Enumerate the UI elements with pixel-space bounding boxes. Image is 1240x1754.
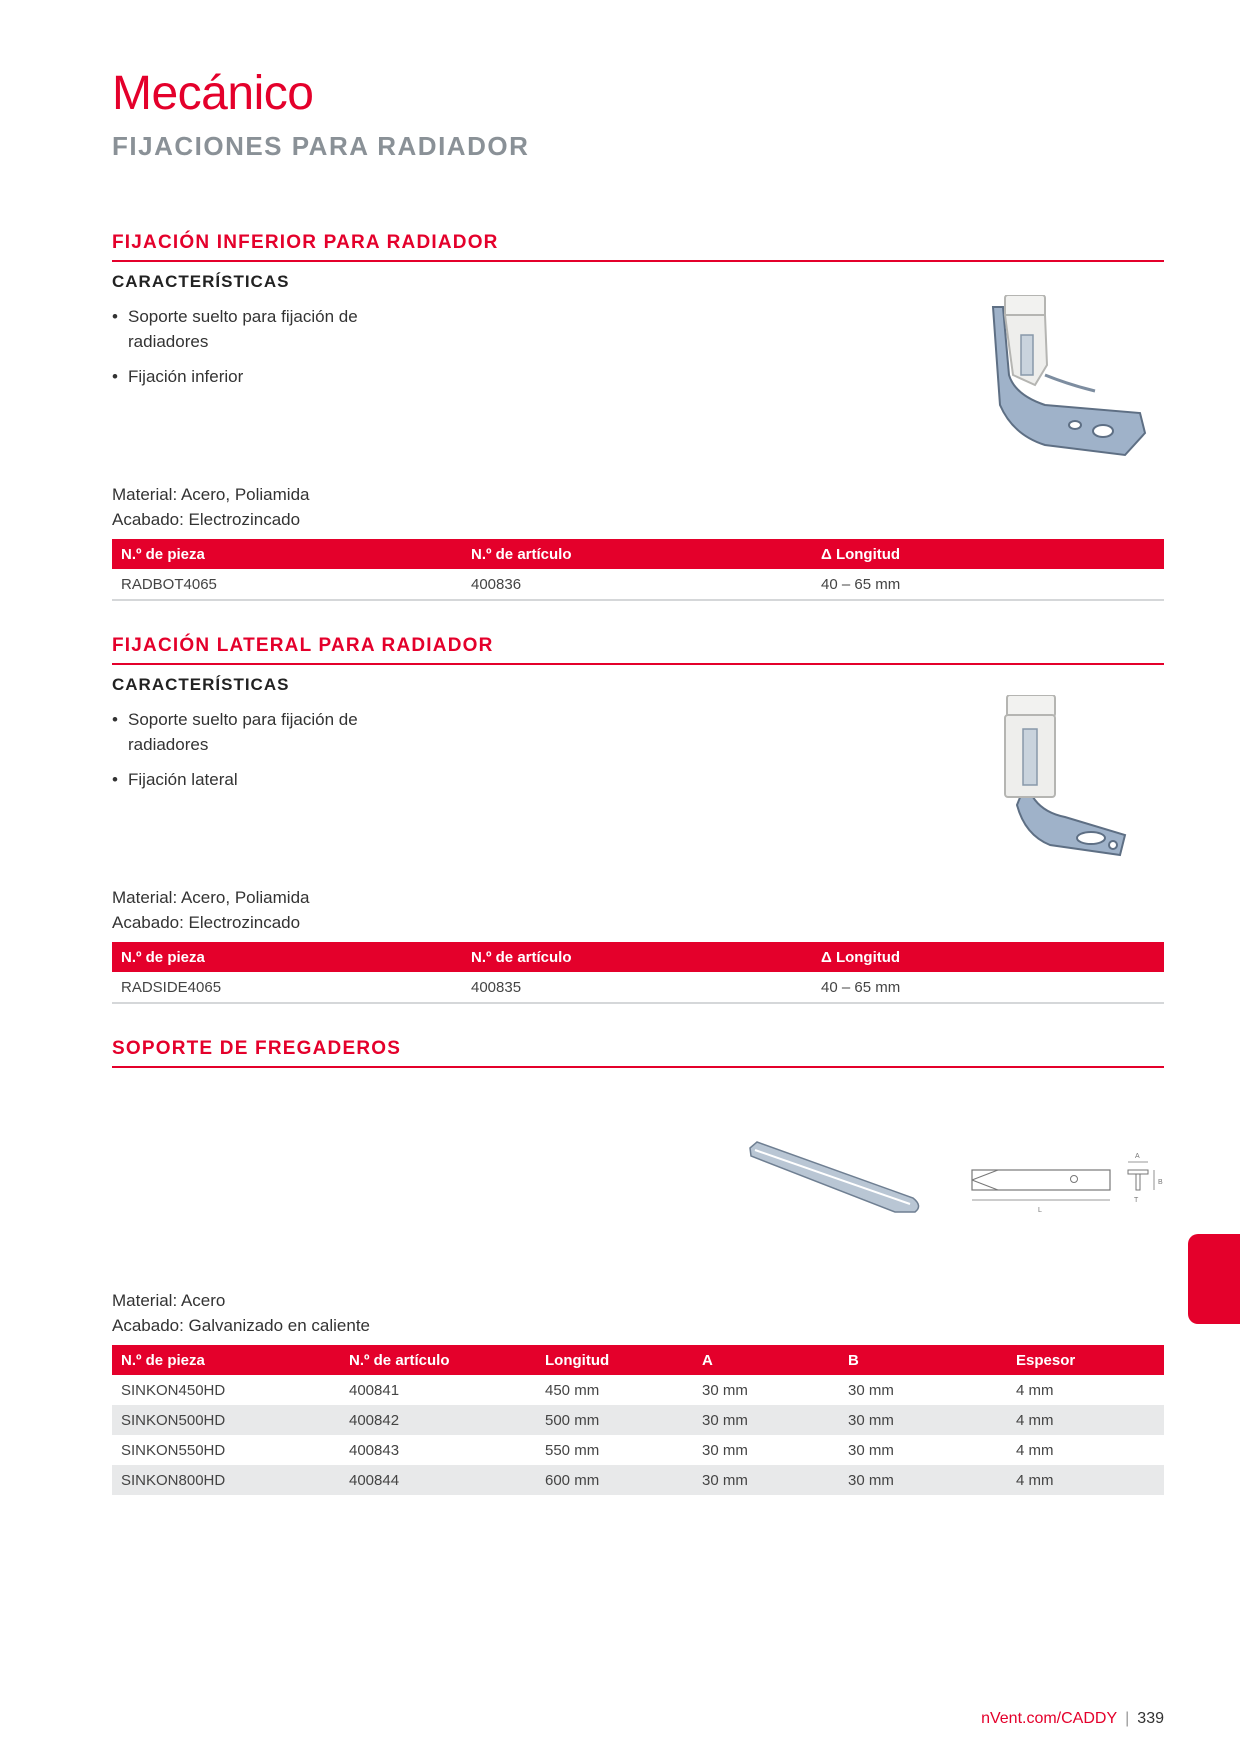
table-row xyxy=(112,1375,1164,1405)
cell-thickness: 4 mm xyxy=(1016,1441,1054,1459)
column-header: Espesor xyxy=(1007,1345,1164,1375)
cell-thickness: 4 mm xyxy=(1007,1465,1164,1495)
feature-item: • Soporte suelto para fijación de radiadores xyxy=(112,710,358,754)
dimension-label-l: L xyxy=(1038,1207,1042,1214)
cell-thickness: 4 mm xyxy=(1007,1405,1164,1435)
cell-b: 30 mm xyxy=(848,1441,894,1459)
sink-support-dimension-drawing xyxy=(968,1148,1168,1218)
material-text: Material: Acero, Poliamida xyxy=(112,485,310,504)
page-title: Mecánico xyxy=(112,67,314,120)
finish-text: Acabado: Electrozincado xyxy=(112,510,301,529)
cell-article-number: 400835 xyxy=(462,972,812,1003)
column-header: N.º de pieza xyxy=(112,1345,340,1375)
bottom-fixing-product-image xyxy=(975,295,1155,465)
cell-part-number: SINKON450HD xyxy=(121,1381,226,1399)
cell-thickness: 4 mm xyxy=(1016,1381,1054,1399)
cell-length: 40 – 65 mm xyxy=(812,569,1164,600)
table-row xyxy=(112,569,1164,600)
cell-a: 30 mm xyxy=(702,1381,748,1399)
cell-part-number: RADSIDE4065 xyxy=(112,972,462,1003)
page-subtitle: FIJACIONES PARA RADIADOR xyxy=(112,131,530,161)
material-info xyxy=(112,482,309,532)
page-number: 339 xyxy=(1137,1710,1164,1727)
cell-part-number: SINKON800HD xyxy=(112,1465,340,1495)
material-info xyxy=(112,1288,370,1338)
cell-b: 30 mm xyxy=(839,1465,1007,1495)
table-row xyxy=(112,972,1164,1003)
section-title: FIJACIÓN INFERIOR PARA RADIADOR xyxy=(112,232,1164,262)
cell-a: 30 mm xyxy=(693,1405,839,1435)
dimension-label-t: T xyxy=(1134,1197,1139,1204)
features-heading: CARACTERÍSTICAS xyxy=(112,272,290,291)
table-row xyxy=(112,1465,1164,1495)
cell-length: 600 mm xyxy=(536,1465,693,1495)
table-row xyxy=(112,1435,1164,1465)
cell-a: 30 mm xyxy=(702,1441,748,1459)
material-text: Material: Acero, Poliamida xyxy=(112,888,310,907)
column-header: A xyxy=(693,1345,839,1375)
finish-text: Acabado: Galvanizado en caliente xyxy=(112,1316,371,1335)
column-header: Longitud xyxy=(536,1345,693,1375)
feature-item: • Fijación inferior xyxy=(112,367,244,386)
side-fixing-product-image xyxy=(995,695,1135,865)
cell-b: 30 mm xyxy=(848,1381,894,1399)
column-header: N.º de artículo xyxy=(340,1345,536,1375)
spec-table xyxy=(112,942,1164,1004)
feature-item: • Fijación lateral xyxy=(112,770,238,789)
sink-support-product-image xyxy=(745,1140,925,1220)
section-title: FIJACIÓN LATERAL PARA RADIADOR xyxy=(112,635,1164,665)
column-header: N.º de artículo xyxy=(462,942,812,972)
cell-article-number: 400841 xyxy=(349,1381,400,1399)
features-heading: CARACTERÍSTICAS xyxy=(112,675,290,694)
spec-table xyxy=(112,1345,1164,1495)
table-header-row xyxy=(112,942,1164,972)
footer-website: nVent.com/CADDY xyxy=(981,1710,1118,1727)
table-header-row xyxy=(112,539,1164,569)
page-footer: nVent.com/CADDY | 339 xyxy=(981,1710,1164,1727)
column-header: Δ Longitud xyxy=(812,539,1164,569)
column-header: N.º de pieza xyxy=(112,942,462,972)
table-header-row xyxy=(112,1345,1164,1375)
column-header: B xyxy=(839,1345,1007,1375)
cell-length: 40 – 65 mm xyxy=(812,972,1164,1003)
table-row xyxy=(112,1405,1164,1435)
column-header: N.º de pieza xyxy=(112,539,462,569)
column-header: Δ Longitud xyxy=(812,942,1164,972)
dimension-label-a: A xyxy=(1135,1153,1140,1160)
column-header: N.º de artículo xyxy=(462,539,812,569)
spec-table xyxy=(112,539,1164,601)
section-title: SOPORTE DE FREGADEROS xyxy=(112,1038,1164,1068)
cell-article-number: 400844 xyxy=(340,1465,536,1495)
material-info xyxy=(112,885,309,935)
cell-article-number: 400843 xyxy=(349,1441,400,1459)
feature-item: • Soporte suelto para fijación de radiadores xyxy=(112,307,358,351)
cell-article-number: 400842 xyxy=(340,1405,536,1435)
cell-length: 450 mm xyxy=(545,1381,600,1399)
dimension-label-b: B xyxy=(1158,1179,1163,1186)
finish-text: Acabado: Electrozincado xyxy=(112,913,301,932)
material-text: Material: Acero xyxy=(112,1291,226,1310)
chapter-tab xyxy=(1188,1234,1240,1324)
cell-article-number: 400836 xyxy=(462,569,812,600)
cell-part-number: SINKON550HD xyxy=(121,1441,226,1459)
cell-length: 550 mm xyxy=(545,1441,600,1459)
cell-b: 30 mm xyxy=(839,1405,1007,1435)
cell-part-number: SINKON500HD xyxy=(112,1405,340,1435)
section-sink-support xyxy=(112,1038,1164,1498)
cell-length: 500 mm xyxy=(536,1405,693,1435)
cell-part-number: RADBOT4065 xyxy=(112,569,462,600)
cell-a: 30 mm xyxy=(693,1465,839,1495)
